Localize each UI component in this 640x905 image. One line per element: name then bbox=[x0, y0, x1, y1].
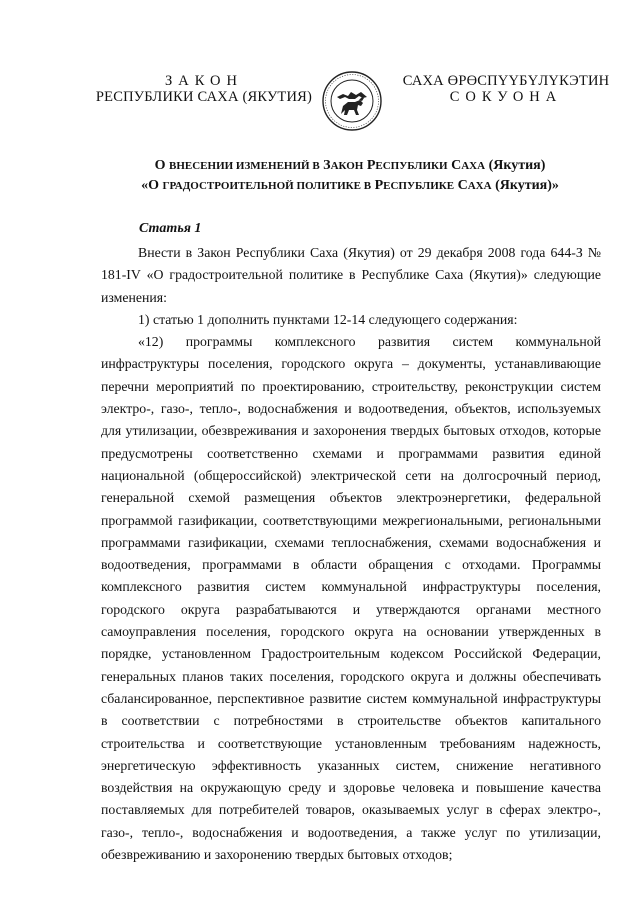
header-left bbox=[92, 73, 316, 105]
title-text: ЕСПУБЛИКЕ bbox=[383, 180, 455, 192]
title-line2 bbox=[100, 176, 600, 196]
document-title bbox=[100, 156, 600, 196]
title-text: АХА bbox=[461, 160, 486, 172]
header-right-line1: САХА ӨРӨСПҮҮБҮЛҮКЭТИН bbox=[402, 73, 610, 89]
header-right bbox=[390, 73, 622, 105]
title-text: Р bbox=[374, 178, 384, 193]
header-left-line1: ЗАКОН bbox=[165, 73, 243, 89]
document-body bbox=[101, 242, 601, 866]
title-text: АХА bbox=[467, 180, 492, 192]
title-text: О bbox=[154, 158, 166, 173]
title-text: (Якутия) bbox=[488, 158, 546, 173]
title-text: ЕСПУБЛИКИ bbox=[375, 160, 448, 172]
body-paragraph: 1) статью 1 дополнить пунктами 12-14 следующего содержания: bbox=[138, 311, 518, 327]
article-heading: Статья 1 bbox=[139, 221, 202, 236]
title-line1 bbox=[100, 156, 600, 176]
title-text: ГРАДОСТРОИТЕЛЬНОЙ ПОЛИТИКЕ В bbox=[162, 180, 372, 192]
coat-of-arms-icon bbox=[321, 70, 383, 132]
title-text: Р bbox=[366, 158, 376, 173]
title-text: ВНЕСЕНИИ ИЗМЕНЕНИЙ В bbox=[169, 160, 320, 172]
title-text: (Якутия)» bbox=[495, 178, 559, 193]
body-paragraph: «12) программы комплексного развития систем коммунальной инфраструктуры поселения, городского округа – документы, устанавливающие перечни мероприятий по проектированию, строительству, реконструкции систем электро-, газо-, тепло-, водоснабжения и водоотведения, объектов, используемых для утилизации, обезвреживания и захоронения твердых бытовых отходов, которые предусмотрены соответственно схемами и программами развития единой национальной (общероссийской) электрической сети на долгосрочный период, генеральной схемой размещения объектов электроэнергетики, федеральной программой газификации, соответствующими межрегиональными, региональными программами газификации, схемами теплоснабжения, схемами водоснабжения и водоотведения, программами в области обращения с отходами. Программы комплексного развития систем коммунальной инфраструктуры поселения, городского округа разрабатываются и утверждаются органами местного самоуправления поселения, городского округа на основании утвержденных в порядке, установленном Градостроительным кодексом Российской Федерации, генеральных планов таких поселения, городского округа и должны обеспечивать сбалансированное, перспективное развитие систем коммунальной инфраструктуры в соответствии с потребностями в строительстве объектов капитального строительства и соответствующие установленным требованиям надежность, энергетическую эффективность указанных систем, снижение негативного воздействия на окружающую среду и здоровье человека и повышение качества поставляемых для потребителей товаров, оказываемых услуг в сферах электро-, газо-, тепло-, водоснабжения и водоотведения, а также услуг по утилизации, обезвреживанию и захоронению твердых бытовых отходов; bbox=[101, 334, 601, 863]
body-paragraph: Внести в Закон Республики Саха (Якутия) от 29 декабря 2008 года 644-З № 181-IV «О градостроительной политике в Республике Саха (Якутия)» следующие изменения: bbox=[101, 245, 601, 305]
title-text: С bbox=[457, 178, 468, 193]
title-text: С bbox=[451, 158, 462, 173]
title-text: З bbox=[323, 158, 331, 173]
document-header bbox=[0, 70, 640, 130]
title-text: «О bbox=[141, 178, 159, 193]
header-left-line2: РЕСПУБЛИКИ САХА (ЯКУТИЯ) bbox=[95, 89, 313, 105]
header-right-line2: СОКУОНА bbox=[449, 89, 563, 105]
title-text: АКОН bbox=[330, 160, 364, 172]
